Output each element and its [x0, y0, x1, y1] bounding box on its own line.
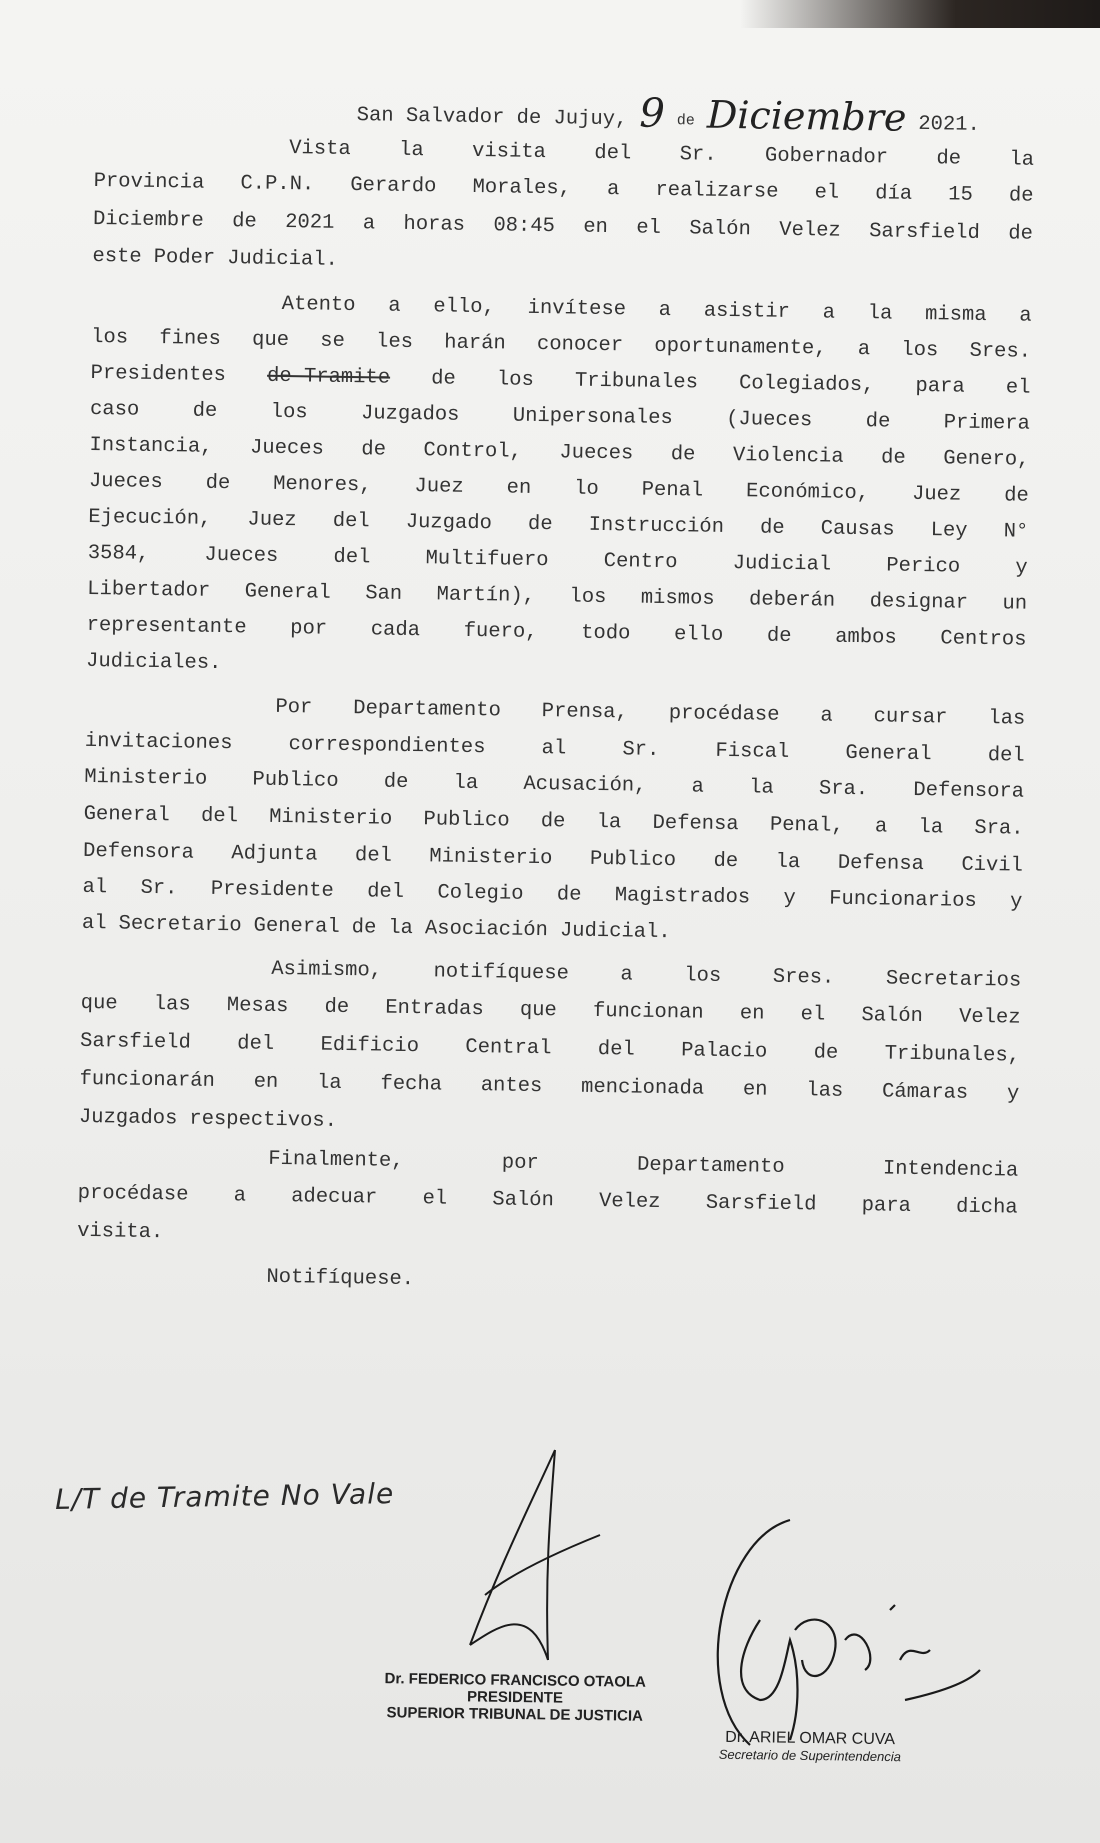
- word: de: [383, 770, 409, 795]
- word: Velez: [779, 218, 841, 243]
- word: Juez: [911, 482, 962, 507]
- word: funcionan: [592, 999, 704, 1025]
- word: Jueces: [559, 441, 634, 466]
- word: notifíquese: [433, 960, 570, 986]
- word: las: [806, 1079, 844, 1103]
- word: Causas: [820, 517, 895, 542]
- date-month: Diciembre: [706, 92, 907, 140]
- word: Ley: [930, 519, 968, 543]
- word: de: [713, 849, 739, 874]
- word: Centro: [603, 550, 678, 575]
- word: realizarse: [655, 178, 779, 204]
- word: Defensora: [913, 778, 1025, 804]
- word: del: [354, 844, 393, 868]
- word: Velez: [598, 1190, 661, 1215]
- word: Juzgado: [405, 510, 493, 536]
- date-de: de: [676, 112, 695, 130]
- word: 2021: [284, 211, 335, 235]
- word: General: [845, 741, 932, 767]
- word: por: [290, 617, 328, 641]
- secretary-role: Secretario de Superintendencia: [718, 1746, 902, 1765]
- word: Sr.: [679, 143, 717, 167]
- word: del: [237, 1032, 275, 1056]
- background-shadow: [740, 0, 1100, 28]
- word: el: [636, 216, 662, 240]
- word: Defensa: [837, 851, 925, 877]
- president-signature-block: [380, 1670, 651, 1725]
- word: Sra.: [818, 777, 869, 802]
- word: Control,: [423, 439, 523, 464]
- date-year: 2021.: [918, 112, 981, 137]
- word: Ministerio: [429, 845, 553, 871]
- word: Publico: [252, 768, 339, 793]
- word: procédase: [668, 702, 780, 727]
- word: Unipersonales: [512, 404, 673, 431]
- word: el: [800, 1003, 826, 1027]
- word: fines: [159, 327, 222, 352]
- word: de: [192, 399, 218, 423]
- word: en: [506, 476, 532, 500]
- word: Juzgados: [78, 1105, 178, 1131]
- word: Departamento: [353, 697, 502, 723]
- word: del: [366, 880, 405, 904]
- word: Centros: [940, 627, 1027, 652]
- word: que: [80, 991, 118, 1016]
- word: Jueces: [249, 436, 325, 461]
- word: Juez: [247, 508, 297, 533]
- word: de: [1008, 222, 1034, 246]
- word: Mesas: [226, 994, 289, 1019]
- word: la: [388, 916, 414, 941]
- word: Judicial.: [559, 919, 671, 945]
- word: Velez: [958, 1005, 1021, 1030]
- secretary-name: Dr. ARIEL OMAR CUVA: [725, 1728, 896, 1749]
- word: N°: [1003, 520, 1029, 544]
- word: General: [253, 914, 340, 939]
- word: a: [820, 704, 833, 728]
- word: Violencia: [732, 444, 844, 469]
- word: horas: [403, 212, 466, 237]
- word: Publico: [589, 847, 677, 873]
- word: la: [1009, 148, 1035, 172]
- president-institution: SUPERIOR TRIBUNAL DE JUSTICIA: [386, 1704, 644, 1725]
- word: fecha: [380, 1072, 443, 1097]
- word: Económico,: [745, 480, 870, 506]
- word: Vista: [289, 137, 351, 162]
- word: a: [606, 178, 620, 202]
- word: oportunamente,: [654, 334, 827, 361]
- word: la: [748, 776, 774, 800]
- word: de: [231, 210, 257, 234]
- word: Acusación,: [523, 772, 647, 798]
- word: misma: [924, 303, 987, 328]
- word: Jueces: [204, 543, 279, 568]
- word: de: [324, 995, 350, 1020]
- word: San: [365, 582, 403, 606]
- word: Judiciales.: [85, 649, 222, 676]
- president-name: Dr. FEDERICO FRANCISCO OTAOLA: [384, 1670, 647, 1691]
- word: Presidente: [210, 877, 334, 903]
- word: C.P.N.: [240, 172, 315, 197]
- word: Morales,: [472, 175, 572, 201]
- word: de Tramite: [266, 364, 391, 390]
- word: de: [936, 147, 962, 171]
- word: correspondientes: [288, 733, 486, 760]
- word: Ejecución,: [88, 505, 212, 531]
- place-date-prefix: San Salvador de Jujuy,: [356, 104, 628, 132]
- word: designar: [869, 590, 969, 615]
- word: Entradas: [385, 996, 484, 1022]
- word: ello,: [433, 295, 496, 320]
- word: a: [362, 212, 376, 236]
- word: y: [1015, 556, 1028, 580]
- word: este: [92, 244, 142, 269]
- word: a: [874, 815, 888, 839]
- word: asistir: [703, 299, 791, 324]
- word: visita: [471, 139, 547, 165]
- word: Sr.: [140, 876, 178, 901]
- word: Multifuero: [425, 547, 549, 573]
- word: Funcionarios: [828, 887, 977, 913]
- word: Notifíquese.: [266, 1265, 415, 1292]
- word: General: [83, 802, 170, 828]
- word: dicha: [955, 1195, 1018, 1220]
- word: de: [540, 810, 566, 834]
- word: deberán: [748, 588, 836, 613]
- word: Poder: [153, 245, 216, 270]
- word: los: [91, 325, 129, 350]
- word: Perico: [886, 554, 961, 579]
- word: Salón: [861, 1004, 924, 1029]
- word: antes: [480, 1074, 543, 1099]
- word: Salón: [689, 217, 752, 242]
- word: de: [556, 883, 582, 907]
- word: les: [375, 330, 414, 355]
- word: Penal,: [769, 813, 844, 838]
- word: 08:45: [493, 214, 556, 239]
- word: Genero,: [943, 447, 1030, 472]
- word: harán: [444, 331, 506, 356]
- word: por: [501, 1151, 539, 1176]
- word: que: [251, 328, 290, 353]
- word: Sr.: [622, 738, 660, 762]
- word: al: [82, 875, 108, 900]
- word: Sarsfield: [79, 1029, 192, 1055]
- word: los: [901, 338, 939, 363]
- word: 3584,: [87, 541, 150, 566]
- word: los: [684, 964, 722, 988]
- word: a: [620, 963, 633, 987]
- word: Sres.: [772, 965, 835, 990]
- handwritten-note: L/T de Tramite No Vale: [54, 1477, 395, 1516]
- president-role: PRESIDENTE: [466, 1688, 564, 1707]
- word: invítese: [527, 296, 627, 322]
- word: en: [739, 1002, 765, 1026]
- word: que: [519, 998, 557, 1023]
- word: Palacio: [680, 1039, 768, 1064]
- word: Gobernador: [764, 144, 889, 170]
- word: Prensa,: [541, 700, 629, 725]
- word: de: [351, 916, 377, 940]
- word: Colegio: [437, 881, 524, 906]
- word: 15: [948, 183, 974, 207]
- word: visita.: [76, 1219, 164, 1245]
- word: Adjunta: [231, 842, 318, 867]
- word: Central: [465, 1035, 552, 1061]
- word: ambos: [835, 625, 897, 650]
- word: en: [742, 1078, 768, 1102]
- word: a: [857, 338, 871, 362]
- word: funcionarán: [79, 1067, 216, 1094]
- word: del: [597, 1038, 635, 1062]
- word: del: [200, 804, 239, 829]
- word: Juez: [414, 475, 464, 499]
- word: al: [81, 911, 107, 936]
- word: Sres.: [969, 339, 1032, 364]
- word: Atento: [281, 292, 356, 318]
- secretary-signature: [690, 1510, 990, 1750]
- word: a: [822, 301, 836, 325]
- word: Ministerio: [84, 765, 208, 791]
- word: al: [541, 737, 567, 761]
- word: Sarsfield: [705, 1191, 817, 1217]
- word: Colegiados,: [738, 372, 875, 398]
- word: Menores,: [272, 472, 372, 498]
- word: y: [1009, 890, 1023, 914]
- word: del: [594, 141, 632, 166]
- word: Defensa: [652, 811, 739, 837]
- word: Jueces: [88, 469, 163, 495]
- word: a: [388, 294, 401, 318]
- word: a: [233, 1184, 247, 1208]
- word: Penal: [641, 478, 704, 503]
- secretary-signature-block: [680, 1728, 940, 1765]
- word: día: [875, 182, 913, 206]
- word: lo: [573, 477, 599, 501]
- word: cursar: [873, 705, 948, 730]
- word: Sra.: [974, 816, 1024, 841]
- word: adecuar: [291, 1185, 378, 1210]
- word: fuero,: [463, 619, 538, 645]
- word: Tribunales: [574, 369, 699, 395]
- word: Libertador: [87, 577, 211, 603]
- word: un: [1002, 592, 1028, 616]
- word: la: [316, 1071, 342, 1095]
- word: Publico: [423, 808, 510, 833]
- word: Presidentes: [90, 361, 227, 388]
- word: en: [253, 1070, 279, 1094]
- word: General: [244, 580, 331, 605]
- word: todo: [580, 621, 631, 646]
- word: Judicial: [732, 552, 832, 577]
- word: de: [527, 512, 553, 537]
- word: del: [332, 509, 370, 534]
- word: Gerardo: [350, 174, 437, 199]
- word: los: [270, 400, 308, 425]
- word: del: [333, 545, 371, 570]
- word: el: [422, 1187, 448, 1211]
- word: Instrucción: [588, 513, 725, 539]
- word: a: [1019, 304, 1032, 328]
- word: de: [670, 443, 696, 467]
- word: Diciembre: [92, 207, 204, 233]
- word: se: [320, 329, 346, 353]
- word: de: [431, 367, 456, 391]
- word: y: [783, 886, 796, 911]
- word: Instancia,: [89, 433, 213, 459]
- word: invitaciones: [84, 729, 233, 756]
- word: a: [658, 298, 672, 323]
- word: Finalmente,: [268, 1147, 404, 1173]
- word: Salón: [492, 1188, 555, 1213]
- word: caso: [89, 397, 140, 422]
- date-day: 9: [639, 90, 666, 137]
- word: del: [987, 744, 1025, 768]
- word: las: [153, 993, 191, 1017]
- word: Provincia: [93, 169, 205, 195]
- word: de: [865, 410, 891, 434]
- word: mismos: [640, 586, 715, 611]
- word: Primera: [943, 411, 1031, 436]
- word: el: [1005, 376, 1031, 400]
- word: la: [596, 810, 622, 835]
- word: Civil: [961, 853, 1024, 878]
- word: la: [918, 816, 944, 840]
- word: Fiscal: [715, 739, 790, 764]
- word: Juzgados: [360, 402, 460, 427]
- word: Tribunales,: [884, 1042, 1021, 1068]
- word: Cámaras: [881, 1080, 969, 1105]
- word: Por: [275, 695, 313, 720]
- word: los: [569, 585, 607, 610]
- president-signature: [440, 1445, 600, 1665]
- word: Defensora: [82, 839, 195, 865]
- word: de: [759, 516, 785, 540]
- word: respectivos.: [189, 1107, 338, 1133]
- word: Martín),: [436, 583, 536, 608]
- word: las: [988, 707, 1026, 731]
- word: a: [691, 775, 705, 799]
- word: la: [775, 850, 801, 875]
- word: la: [867, 302, 893, 326]
- word: Ministerio: [269, 805, 393, 831]
- word: en: [583, 215, 609, 240]
- word: Intendencia: [882, 1157, 1019, 1183]
- word: los: [496, 368, 535, 392]
- word: procédase: [77, 1181, 189, 1207]
- word: de: [1003, 484, 1029, 508]
- word: de: [205, 471, 231, 496]
- word: cada: [370, 618, 421, 643]
- word: Edificio: [320, 1033, 420, 1059]
- word: Asociación: [424, 917, 549, 943]
- word: representante: [86, 613, 247, 640]
- word: para: [861, 1194, 912, 1218]
- word: de: [880, 446, 906, 470]
- word: de: [361, 438, 387, 462]
- word: para: [915, 374, 965, 399]
- word: Sarsfield: [868, 220, 981, 245]
- word: ello: [673, 623, 724, 647]
- word: la: [398, 138, 424, 163]
- word: de: [813, 1041, 839, 1065]
- word: conocer: [536, 332, 624, 358]
- word: y: [1006, 1082, 1020, 1106]
- word: Secretario: [118, 912, 242, 938]
- word: la: [453, 771, 479, 796]
- word: el: [814, 181, 840, 205]
- word: Secretarios: [885, 967, 1022, 993]
- word: Judicial.: [227, 247, 339, 272]
- word: Departamento: [636, 1153, 785, 1179]
- word: de: [766, 624, 792, 649]
- word: mencionada: [580, 1075, 705, 1101]
- word: (Jueces: [726, 407, 813, 433]
- word: Magistrados: [614, 884, 751, 910]
- word: de: [1008, 184, 1034, 208]
- word: Asimismo,: [271, 957, 383, 983]
